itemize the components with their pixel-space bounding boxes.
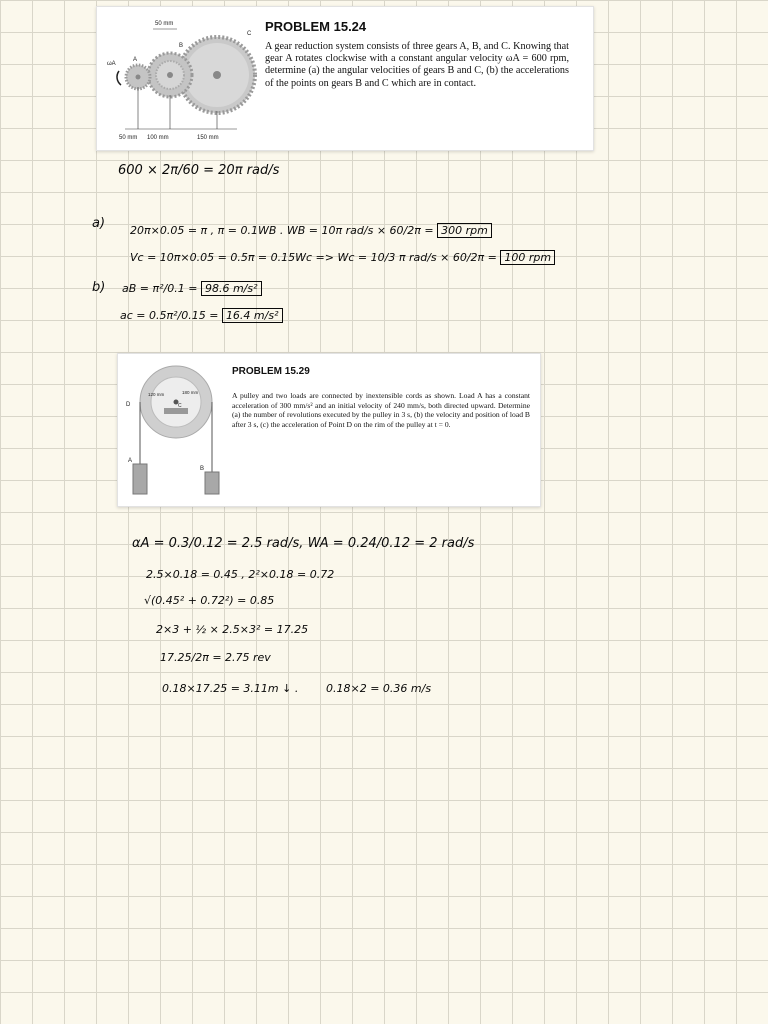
fig-label-dim-1: 50 mm [119,135,138,141]
fig-label-omega: ωA [107,61,116,67]
rotation-arrow-icon [117,71,121,85]
answer-box-ab: 98.6 m/s² [201,281,262,296]
solution1-line1 [130,223,492,239]
fig-label-inner-dim: 120 mm [148,392,165,397]
problem-title: PROBLEM 15.29 [232,366,310,377]
solution1-line4-text: ac = 0.5π²/0.15 = [120,309,219,322]
solution2-line6: 0.18×17.25 = 3.11m ↓ . [162,682,299,695]
answer-box-wb: 300 rpm [437,223,492,238]
solution1-line1-text: 20π×0.05 = π , π = 0.1WB . WB = 10π rad/s × 60/2π = [130,224,434,237]
solution2-line2: 2.5×0.18 = 0.45 , 2²×0.18 = 0.72 [146,568,335,581]
gear-system-figure [107,15,262,143]
solution1-line3-text: aB = π²/0.1 = [122,282,198,295]
load-a-block [133,464,147,494]
problem-card-15-29 [117,353,541,507]
fig-label-load-b: B [200,466,205,472]
fig-label-dim-2: 100 mm [147,135,169,141]
answer-box-ac: 16.4 m/s² [222,308,283,323]
solution2-line7: 0.18×2 = 0.36 m/s [326,682,432,695]
problem-card-15-24 [96,6,594,151]
solution2-line4: 2×3 + ½ × 2.5×3² = 17.25 [156,623,309,636]
fig-label-dim-3: 150 mm [197,135,219,141]
fig-label-center: C [178,403,182,409]
solution2-line3: √(0.45² + 0.72²) = 0.85 [144,594,275,607]
solution2-line5: 17.25/2π = 2.75 rev [160,651,271,664]
solution2-line1: αA = 0.3/0.12 = 2.5 rad/s, WA = 0.24/0.12 = 2 rad/s [132,536,475,551]
solution1-line0: 600 × 2π/60 = 20π rad/s [118,163,280,178]
gear-b-drawing [148,53,192,97]
answer-box-wc: 100 rpm [500,250,555,265]
load-b-block [205,472,219,494]
pulley-figure [126,364,226,498]
fig-label-top-dim: 50 mm [155,21,174,27]
part-a-label: a) [92,216,106,231]
solution1-line4 [120,308,283,324]
fig-label-outer-dim: 180 mm [182,390,199,395]
fig-label-load-a: A [128,458,133,464]
problem-statement: A pulley and two loads are connected by inextensible cords as shown. Load A has a constant acceleration of 300 mm/s² and an initial velocity of 240 mm/s, both directed upward. Determine (a) the number of revolutions executed by the pulley in 3 s, (b) the velocity and position of load B after 3 s, (c) the acceleration of Point D on the rim of the pulley at t = 0. [232,391,530,429]
fig-label-gear-a: A [133,57,138,63]
solution1-line2 [130,250,555,266]
part-b-label: b) [92,280,106,295]
solution1-line2-text: Vc = 10π×0.05 = 0.5π = 0.15Wc => Wc = 10/3 π rad/s × 60/2π = [130,251,497,264]
fig-label-gear-b: B [179,43,184,49]
fig-label-gear-c: C [247,31,252,37]
solution1-line3 [122,281,262,297]
fig-label-point-d: D [126,402,131,408]
problem-statement: A gear reduction system consists of three gears A, B, and C. Knowing that gear A rotates clockwise with a constant angular velocity ωA = 600 rpm, determine (a) the angular velocities of gears B and C, (b) the accelerations of the points on gears B and C which are in contact. [265,41,569,89]
problem-title: PROBLEM 15.24 [265,19,367,34]
gear-a-drawing [126,65,150,89]
